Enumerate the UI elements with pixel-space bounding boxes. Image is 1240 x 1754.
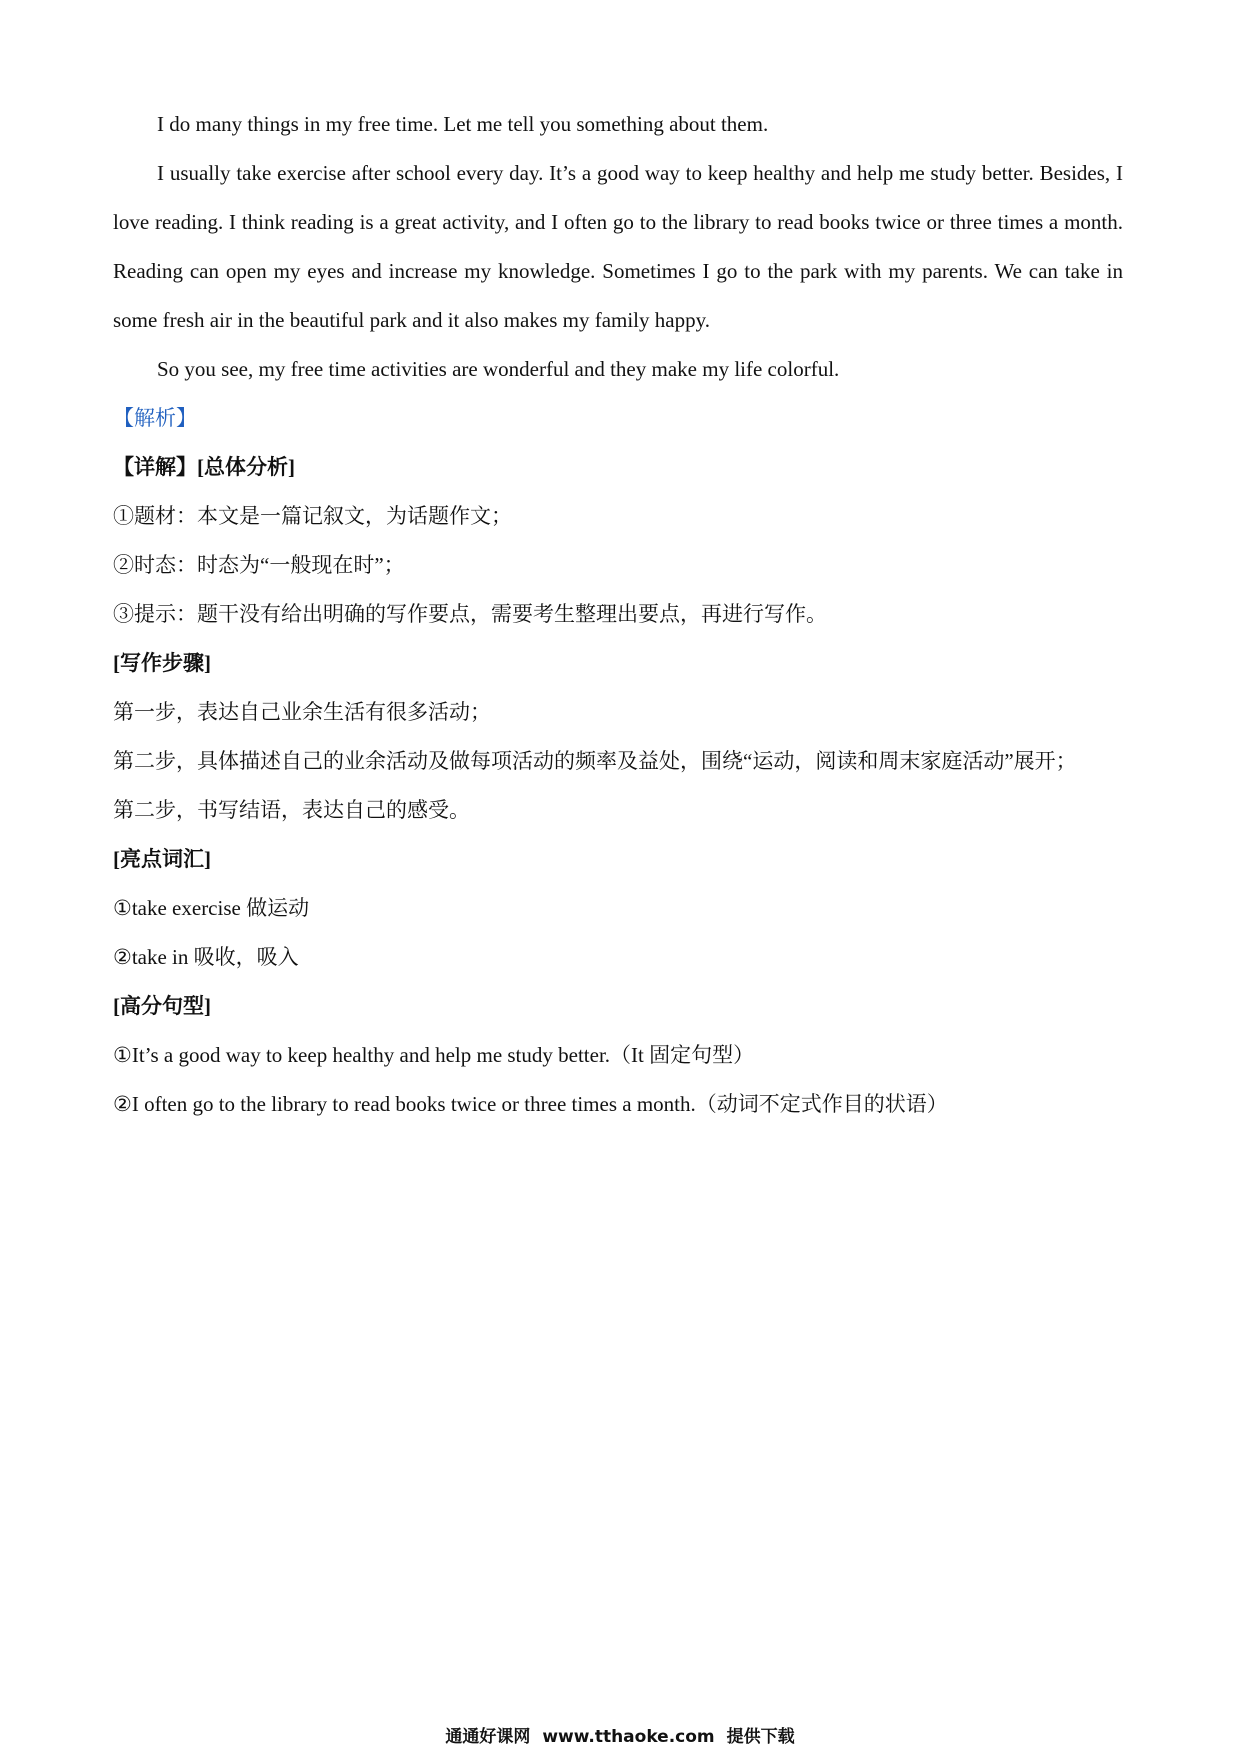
footer-url[interactable]: www.tthaoke.com — [542, 1727, 715, 1747]
overall-item-2: ②时态：时态为“一般现在时”； — [113, 553, 405, 577]
detail-heading — [113, 443, 1123, 492]
vocab-item-2: ②take in 吸收，吸入 — [113, 945, 299, 969]
essay-paragraph-3: So you see, my free time activities are wonderful and they make my life colorful. — [157, 357, 840, 381]
sentence-item-2: ②I often go to the library to read books twice or three times a month.（动词不定式作目的状语） — [113, 1092, 948, 1116]
essay-paragraph-2: I usually take exercise after school every day. It’s a good way to keep healthy and help me study better. Besides, I love reading. I think reading is a great activity, and I often go to the library to read books twice or three times a month. Reading can open my eyes and increase my knowledge. Sometimes I go to the park with my parents. We can take in some fresh air in the beautiful park and it also makes my family happy. — [113, 161, 1123, 332]
vocab-heading: [亮点词汇] — [113, 847, 211, 871]
analysis-heading: 【解析】 — [113, 406, 197, 430]
steps-item-1: 第一步，表达自己业余生活有很多活动； — [113, 700, 491, 724]
page-footer — [0, 1722, 1240, 1747]
overall-item-3: ③提示：题干没有给出明确的写作要点，需要考生整理出要点，再进行写作。 — [113, 602, 827, 626]
detail-label: 【详解】 — [113, 455, 197, 479]
steps-item-2: 第二步，具体描述自己的业余活动及做每项活动的频率及益处，围绕“运动，阅读和周末家庭活动”展开； — [113, 749, 1077, 773]
sentence-heading: [高分句型] — [113, 994, 211, 1018]
essay-section — [113, 100, 1123, 394]
steps-item-3: 第二步，书写结语，表达自己的感受。 — [113, 798, 470, 822]
overall-label: [总体分析] — [197, 455, 295, 479]
sentence-item-1: ①It’s a good way to keep healthy and help me study better.（It 固定句型） — [113, 1043, 755, 1067]
overall-item-1: ①题材：本文是一篇记叙文，为话题作文； — [113, 504, 512, 528]
steps-heading: [写作步骤] — [113, 651, 211, 675]
footer-site-name: 通通好课网 — [445, 1727, 531, 1747]
footer-tagline: 提供下载 — [726, 1727, 795, 1747]
document-page — [113, 100, 1123, 1129]
essay-paragraph-1: I do many things in my free time. Let me tell you something about them. — [157, 112, 769, 136]
vocab-item-1: ①take exercise 做运动 — [113, 896, 310, 920]
